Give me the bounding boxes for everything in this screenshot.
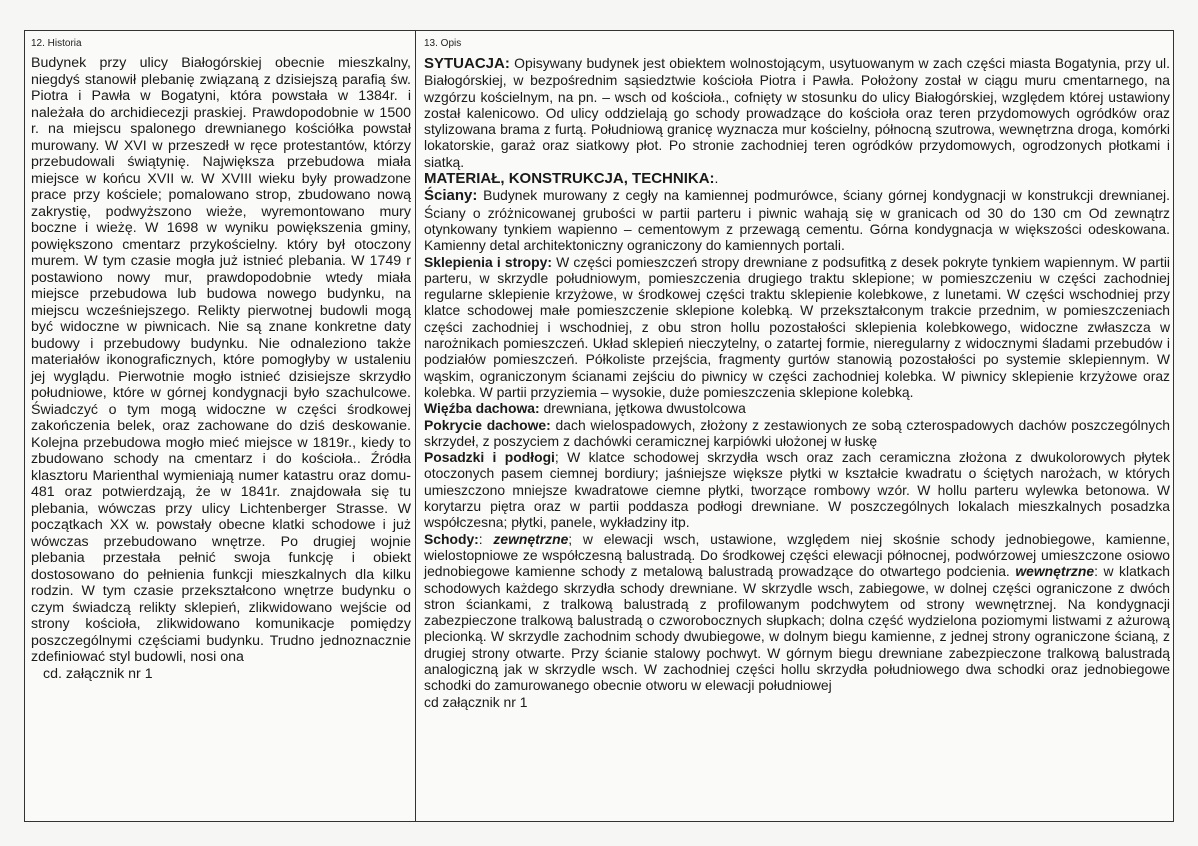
history-text: Budynek przy ulicy Białogórskiej obecnie mieszkalny, niegdyś stanowił plebanię związaną z dzisiejszą parafią św. Piotra i Pawła w Bogatyni, która powstała w 1384r. i należała do archidiecezji praskiej. Prawdopodobnie w 1500 r. na miejscu spalonego drewnianego kościółka powstał murowany. W XVI w przeszedł w ręce protestantów, którzy przebudowali świątynię. Największa przebudowa miała miejsce w końcu XVII w. W XVIII wieku były prowadzone prace przy kościele; pomalowano strop, zbudowano nową zakrystię, podwyższono wieże, wyremontowano mury boczne i wieżę. W 1698 w wyniku powiększenia gminy, powiększono cmentarz przykościelny. który był otoczony murem. W tym czasie mogła już istnieć plebania. W 1749 r postawiono nowy mur, prawdopodobnie wtedy miała miejsce przebudowa lub budowa nowego budynku, na miejscu wcześniejszego. Relikty pierwotnej budowli mogą być widoczne w piwnicach. Nie są znane konkretne daty budowy i przebudowy budynku. Nie odnaleziono także materiałów ikonograficznych, które pomogłyby w ustaleniu jej wyglądu. Pierwotnie mogło istnieć dzisiejsze skrzydło południowe, które w górnej kondygnacji było szachulcowe. Świadczyć o tym mogą widoczne w części środkowej zakończenia belek, oraz zachowane do dziś deskowanie. Kolejna przebudowa mogło mieć miejsce w 1819r., kiedy to zbudowano schody na cmentarz i do kościoła.. Źródła klasztoru Marienthal wymieniają numer katastru oraz domu- 481 oraz potwierdzają, że w 1841r. znajdowała się tu plebania, wówczas przy ulicy Lichtenberger Strasse. W początkach XX w. powstały obecne klatki schodowe i już wówczas przebudowano wnętrze. Po drugiej wojnie plebania przestała pełnić swoja funkcję i obiekt dostosowano do pełnienia funkcji mieszkalnych dla kilku rodzin. W tym czasie przekształcono wnętrze budynku o czym świadczą relikty sklepień, zlikwidowano wejście od strony kościoła, zlikwidowano komunikacje pomiędzy poszczególnymi częściami budynku. Trudno jednoznacznie zdefiniować styl budowli, nosi ona	[31, 55, 411, 665]
pokrycie-text: dach wielospadowych, złożony z zestawionych ze sobą czterospadowych dachów poszczególnych skrzydeł, z poszyciem z dachówki ceramicznej karpiówki ułożonej w łuskę	[424, 416, 1170, 449]
section-posadzki	[424, 449, 1170, 530]
description-column	[424, 55, 1170, 710]
sciany-label: Ściany:	[424, 187, 478, 205]
section-schody	[424, 531, 1170, 694]
schody-label: Schody:	[424, 530, 479, 547]
material-tail: .	[714, 170, 719, 187]
history-attachment-ref: cd. załącznik nr 1	[43, 665, 153, 682]
schody-text-1: ; w elewacji wsch, ustawione, względem niej skośnie schody jednobiegowe, kamienne, wielostopniowe ze współczesną balustradą. Do środkowej części elewacji północnej, podwórzowej umieszczone osiowo jednobiegowe kamienne schody z metalową balustradą prowadzące do otwartego podcienia.	[424, 530, 1171, 580]
history-column	[31, 55, 411, 682]
posadzki-label: Posadzki i podłogi	[424, 449, 555, 466]
wiezba-text: drewniana, jętkowa dwustolcowa	[539, 400, 746, 417]
schody-colon: :	[478, 530, 494, 547]
section-sciany	[424, 187, 1170, 253]
description-heading: 13. Opis	[424, 38, 462, 49]
sklepienia-label: Sklepienia i stropy:	[424, 253, 552, 270]
schody-wewnetrzne: wewnętrzne	[1015, 563, 1095, 580]
section-wiezba	[424, 400, 1170, 416]
material-label: MATERIAŁ, KONSTRUKCJA, TECHNIKA:	[424, 170, 715, 188]
posadzki-text: ; W klatce schodowej skrzydła wsch oraz zach ceramiczna złożona z dwukolorowych płytek otoczonych pasem ciemnej bordiury; jaśniejsze większe płytki w kształcie kwadratu o ściętych narożach, w których umieszczono mniejsze kwadratowe ciemne płytki, tworzące rombowy wzór. W hollu parteru wylewka betonowa. W korytarzu piętra oraz w partii poddasza podłogi drewniane. W poszczególnych lokalach mieszkalnych posadzka współczesna; płytki, panele, wykładziny itp.	[424, 449, 1171, 531]
section-sytuacja	[424, 55, 1170, 170]
history-heading: 12. Historia	[31, 38, 82, 49]
section-pokrycie	[424, 417, 1170, 450]
sciany-text: Budynek murowany z cegły na kamiennej podmurówce, ściany górnej kondygnacji w konstrukcji drewnianej. Ściany o zróżnicowanej grubości w partii parteru i piwnic wahają się w granicach od 30 do 130 cm Od zewnątrz otynkowany tynkiem wapienno – cementowym z przewagą cementu. Górna kondygnacja w większości odeskowana. Kamienny detal architektoniczny ograniczony do kamiennych portali.	[424, 187, 1170, 254]
schody-text-2: : w klatkach schodowych każdego skrzydła schody drewniane. W skrzydle wsch, zabiegowe, w dolnej części ograniczone z dwóch stron ściankami, z tralkową balustradą z profilowanym podchwytem od strony wewnętrznej. Na kondygnacji zabezpieczone tralkową balustradą o czworobocznych słupkach; dolna część wydzielona poziomymi listwami z ażurową plecionką. W skrzydle zachodnim schody dwubiegowe, w dolnym biegu kamienne, z jednej strony ograniczone ścianą, z drugiej strony otwarte. Przy ścianie stalowy pochwyt. W górnym biegu drewniane zabezpieczone tralkową balustradą analogiczną jak w skrzydle wsch. W zachodniej części hollu skrzydła południowego dwa schodki oraz jednobiegowe schodki do zamurowanego obecnie otworu w elewacji południowej	[424, 563, 1170, 694]
sklepienia-text: W części pomieszczeń stropy drewniane z podsufitką z desek pokryte tynkiem wapiennym. W partii parteru, w skrzydle południowym, pomieszczenia drugiego traktu sklepione; w pomieszczeniu w części zachodniej regularne sklepienie krzyżowe, w środkowej części traktu sklepienie kolebkowe, z lunetami. W części wschodniej przy klatce schodowej małe pomieszczenie sklepione kolebką. W przekształconym trakcie przednim, w pomieszczeniach części zachodniej i wschodniej, z obu stron hollu pozostałości sklepienia kolebkowego, widoczne zwłaszcza w narożnikach pomieszczeń. Układ sklepień nieczytelny, o zatartej formie, nieregularny z widocznymi śladami przebudów i podziałów pomieszczeń. Półkoliste przejścia, fragmenty gurtów stanowią pozostałości po systemie sklepiennym. W wąskim, ograniczonym ścianami zejściu do piwnicy w części zachodniej kolebka. W piwnicy sklepienie krzyżowe oraz kolebka. W partii przyziemia – wysokie, duże pomieszczenia sklepione kolebką.	[424, 253, 1170, 400]
section-sklepienia	[424, 254, 1170, 401]
sytuacja-text: Opisywany budynek jest obiektem wolnostojącym, usytuowanym w zach części miasta Bogatynia, przy ul. Białogórskiej, w bezpośrednim sąsiedztwie kościoła Piotra i Pawła. Położony został w ciągu muru cmentarnego, na wzgórzu kościelnym, na pn. – wsch od kościoła., cofnięty w stosunku do ulicy Białogórskiej, względem której ustawiony został kalenicowo. Od ulicy oddzielają go schody prowadzące do kościoła oraz teren przydomowych ogródków oraz stylizowana brama z furtą. Południową granicę wyznacza mur kościelny, północną szutrowa, wewnętrzna droga, komórki lokatorskie, garaż oraz siatkowy płot. Po stronie zachodniej teren ogródków przydomowych, ogrodzonych płotkami i siatką.	[424, 55, 1170, 170]
column-divider	[415, 30, 416, 822]
section-material	[424, 170, 1170, 187]
sytuacja-label: SYTUACJA:	[424, 55, 510, 72]
description-attachment-ref: cd załącznik nr 1	[424, 693, 528, 710]
wiezba-label: Więźba dachowa:	[424, 400, 540, 417]
pokrycie-label: Pokrycie dachowe:	[424, 416, 551, 433]
schody-zewnetrzne: zewnętrzne	[493, 530, 569, 547]
